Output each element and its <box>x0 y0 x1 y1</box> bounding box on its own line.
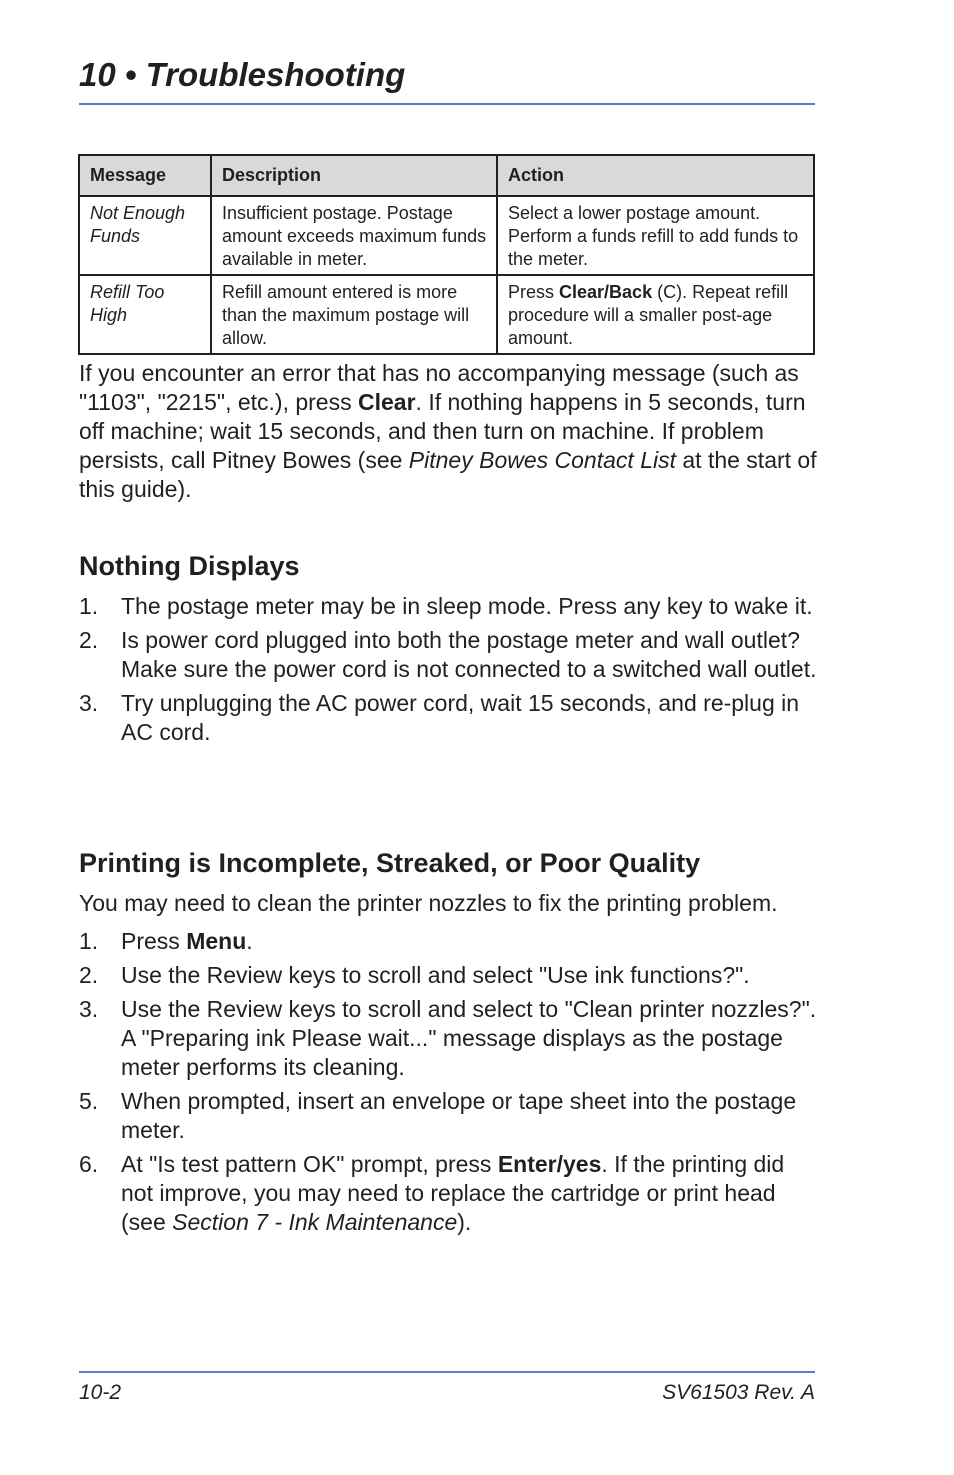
action-cell <box>497 275 814 354</box>
list-item <box>79 1150 819 1237</box>
description-cell: Insufficient postage. Postage amount exceeds maximum funds available in meter. <box>211 196 497 275</box>
section-heading-nothing-displays: Nothing Displays <box>79 551 300 581</box>
key-name: Menu <box>186 928 247 954</box>
column-header-description: Description <box>211 155 497 196</box>
step-number: 2. <box>79 962 99 988</box>
intro-paragraph <box>79 359 819 504</box>
step-number: 6. <box>79 1151 99 1177</box>
description-cell: Refill amount entered is more than the maximum postage will allow. <box>211 275 497 354</box>
error-message-table <box>78 154 815 355</box>
intro-text: . If nothing happens in 5 seconds, turn off machine; wait 15 seconds, and then turn on machine. If problem persists, call Pitney Bowes (see <box>79 389 806 473</box>
column-header-message: Message <box>79 155 211 196</box>
table-header-row <box>79 155 814 196</box>
document-id: SV61503 Rev. A <box>662 1381 815 1404</box>
list-item <box>79 592 819 621</box>
action-text: (C). Repeat refill procedure will a smaller post-age amount. <box>508 282 789 348</box>
step-text: The postage meter may be in sleep mode. Press any key to wake it. <box>121 593 813 619</box>
key-name: Clear/Back <box>559 282 653 302</box>
list-item <box>79 961 819 990</box>
key-name: Enter/yes <box>497 1151 602 1177</box>
step-text: At "Is test pattern OK" prompt, press <box>121 1151 498 1177</box>
list-item <box>79 626 819 684</box>
message-cell: Not Enough Funds <box>79 196 211 275</box>
footer-rule <box>79 1371 815 1373</box>
header-rule <box>79 103 815 105</box>
section-heading-printing-quality: Printing is Incomplete, Streaked, or Poor Quality <box>79 848 701 878</box>
step-text: . If the printing did not improve, you may need to replace the cartridge or print head (see <box>121 1151 785 1235</box>
page-title: 10 • Troubleshooting <box>79 56 406 93</box>
step-number: 5. <box>79 1088 99 1114</box>
table-row <box>79 196 814 275</box>
step-number: 3. <box>79 996 99 1022</box>
step-text: Use the Review keys to scroll and select to "Clean printer nozzles?". A "Preparing ink Please wait..." message displays as the postage meter performs its cleaning. <box>121 996 817 1080</box>
section-intro: You may need to clean the printer nozzles to fix the printing problem. <box>79 890 778 916</box>
list-item <box>79 995 819 1082</box>
intro-text: If you encounter an error that has no accompanying message (such as "1103", "2215", etc.), press <box>79 360 799 415</box>
step-number: 3. <box>79 690 99 716</box>
printing-quality-steps <box>79 927 819 1242</box>
intro-text: at the start of this guide). <box>79 447 817 502</box>
action-cell: Select a lower postage amount. Perform a funds refill to add funds to the meter. <box>497 196 814 275</box>
step-text: When prompted, insert an envelope or tape sheet into the postage meter. <box>121 1088 797 1143</box>
step-number: 1. <box>79 593 99 619</box>
step-text: Is power cord plugged into both the postage meter and wall outlet? Make sure the power cord is not connected to a switched wall outlet. <box>121 627 817 682</box>
step-number: 2. <box>79 627 99 653</box>
step-text: ). <box>457 1209 472 1235</box>
nothing-displays-steps <box>79 592 819 752</box>
list-item <box>79 1087 819 1145</box>
reference-title: Section 7 - Ink Maintenance <box>172 1209 458 1235</box>
step-text: Press <box>121 928 187 954</box>
step-number: 1. <box>79 928 99 954</box>
action-text: Press <box>508 282 560 302</box>
list-item <box>79 927 819 956</box>
reference-title: Pitney Bowes Contact List <box>408 447 676 473</box>
column-header-action: Action <box>497 155 814 196</box>
table-row <box>79 275 814 354</box>
list-item <box>79 689 819 747</box>
message-cell: Refill Too High <box>79 275 211 354</box>
page-number: 10-2 <box>79 1381 122 1404</box>
step-text: . <box>246 928 253 954</box>
step-text: Try unplugging the AC power cord, wait 15 seconds, and re-plug in AC cord. <box>121 690 800 745</box>
step-text: Use the Review keys to scroll and select "Use ink functions?". <box>121 962 750 988</box>
key-name: Clear <box>358 389 416 415</box>
